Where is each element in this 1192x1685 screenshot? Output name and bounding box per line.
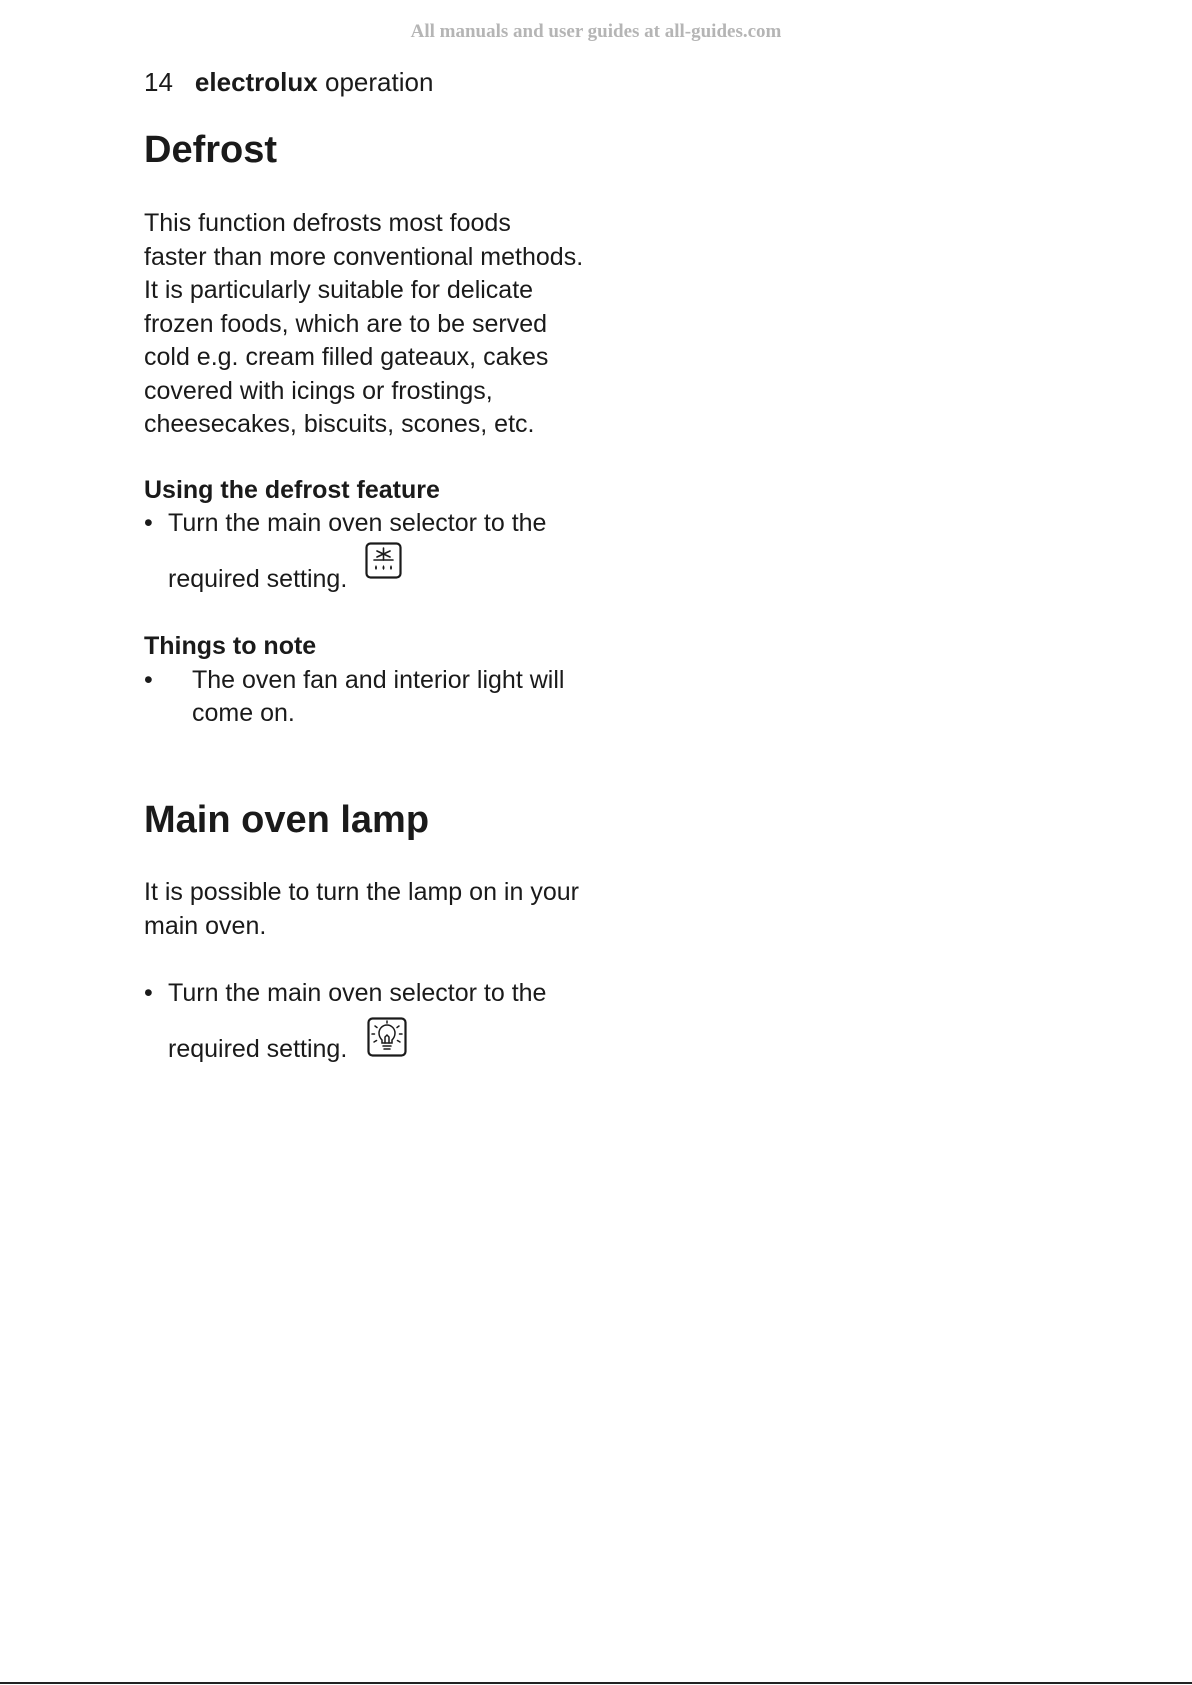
main-oven-lamp-title: Main oven lamp: [144, 799, 430, 841]
note-text: The oven fan and interior light will come on.: [192, 666, 565, 727]
defrost-intro: This function defrosts most foods faster than more conventional methods. It is particularly suitable for delicate frozen foods, which are to be served cold e.g. cream filled gateaux, cakes covered with icings or frostings, cheesecakes, biscuits, scones, etc.: [144, 209, 584, 438]
running-header: [144, 64, 433, 100]
bullet-dot: •: [144, 979, 153, 1007]
bullet-dot: •: [144, 509, 153, 537]
lamp-intro: It is possible to turn the lamp on in your main oven.: [144, 878, 579, 940]
page-number: 14: [144, 67, 173, 97]
using-defrost-bullet: [144, 507, 664, 597]
lamp-bullet: [144, 977, 664, 1067]
note-bullet: [144, 664, 664, 734]
lamp-symbol-icon: [367, 1017, 407, 1057]
things-to-note-heading: Things to note: [144, 632, 317, 660]
defrost-symbol-icon: [365, 542, 402, 579]
bullet-text-line1: Turn the main oven selector to the: [168, 979, 547, 1007]
bullet-text-line2: required setting.: [168, 1035, 348, 1063]
bullet-text-line1: Turn the main oven selector to the: [168, 509, 547, 537]
watermark: All manuals and user guides at all-guides.com: [410, 21, 782, 42]
footer-rule: [0, 1682, 1192, 1684]
header-section: operation: [324, 67, 434, 97]
using-defrost-heading: Using the defrost feature: [144, 476, 440, 504]
bullet-dot: •: [144, 666, 153, 694]
bullet-text-line2: required setting.: [168, 565, 348, 593]
defrost-title: Defrost: [144, 129, 278, 171]
brand-name: electrolux: [194, 67, 318, 97]
